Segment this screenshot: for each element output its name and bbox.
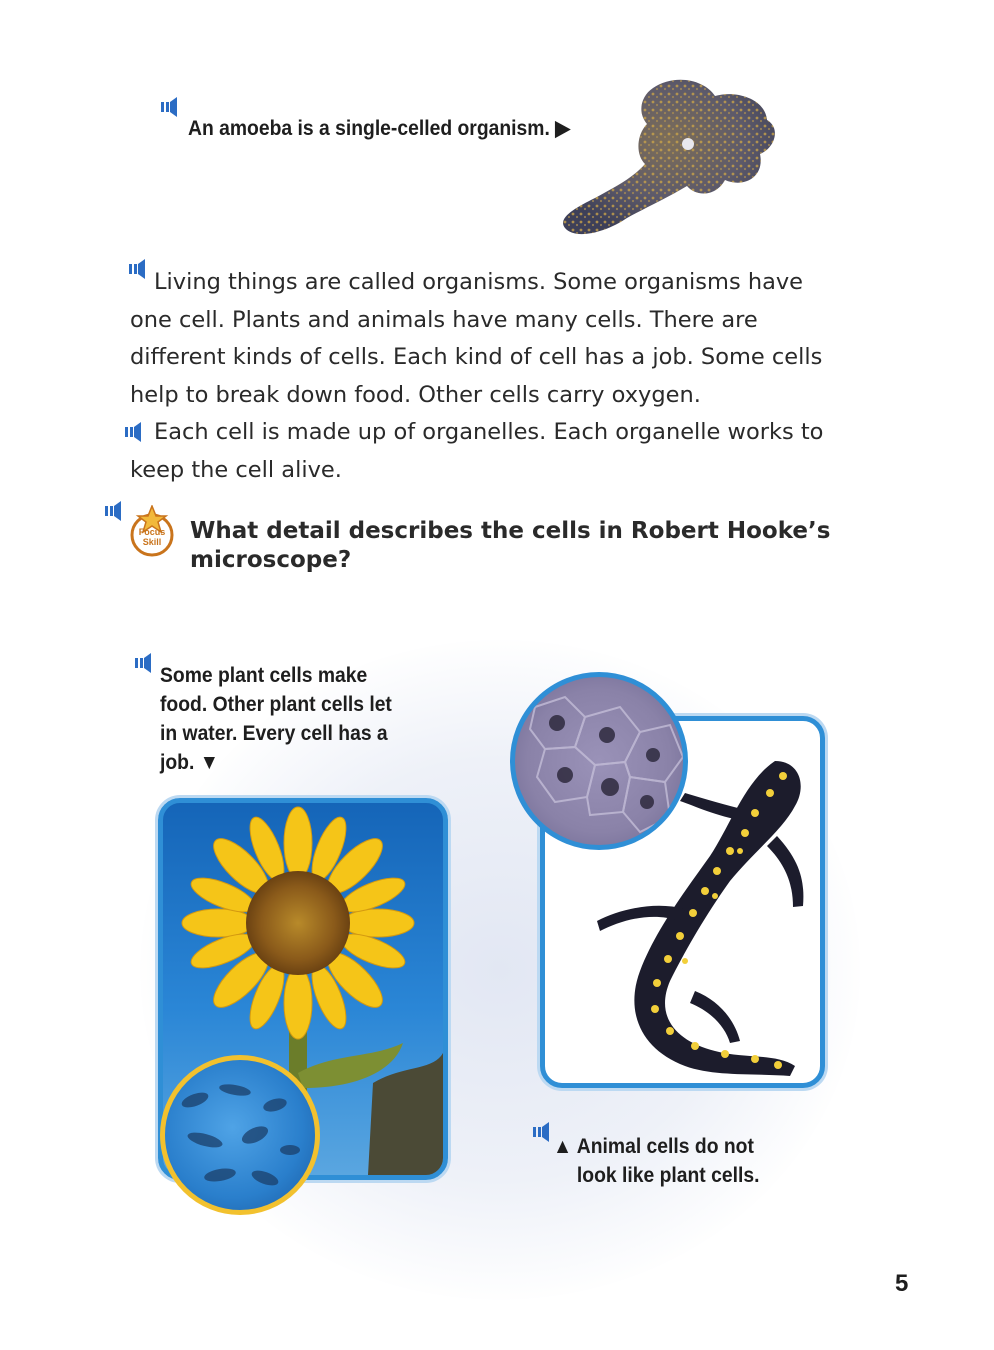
badge-label: Focus xyxy=(138,527,166,537)
speaker-icon[interactable] xyxy=(104,500,126,522)
animal-caption xyxy=(553,1132,759,1190)
caption-line: ▲ Animal cells do not xyxy=(553,1135,754,1158)
animal-cell-magnified xyxy=(510,672,688,850)
paragraph-line: one cell. Plants and animals have many cells. There are xyxy=(130,306,758,333)
paragraph-line: help to break down food. Other cells carry oxygen. xyxy=(130,381,701,408)
caption-line: in water. Every cell has a xyxy=(160,722,388,745)
plant-caption xyxy=(160,661,392,777)
paragraph-organisms xyxy=(130,264,850,414)
plant-cell-magnified xyxy=(160,1055,320,1215)
badge-label: Skill xyxy=(142,537,162,547)
amoeba-caption: An amoeba is a single-celled organism. ▶ xyxy=(188,117,571,140)
caption-line: look like plant cells. xyxy=(576,1164,760,1187)
paragraph-line: Each cell is made up of organelles. Each organelle works to xyxy=(154,419,824,445)
page-number: 5 xyxy=(895,1270,909,1297)
speaker-icon[interactable] xyxy=(134,652,156,674)
question-line: microscope? xyxy=(190,547,352,573)
paragraph-line: keep the cell alive. xyxy=(130,456,342,483)
paragraph-organelles xyxy=(130,414,850,489)
caption-line: Some plant cells make xyxy=(160,664,368,687)
focus-question xyxy=(190,517,850,575)
paragraph-line: different kinds of cells. Each kind of cell has a job. Some cells xyxy=(130,344,823,370)
question-line: What detail describes the cells in Robert Hooke’s xyxy=(190,518,831,544)
caption-line: job. ▼ xyxy=(160,751,219,774)
amoeba-image xyxy=(555,68,785,248)
speaker-icon[interactable] xyxy=(532,1121,554,1143)
paragraph-line: Living things are called organisms. Some organisms have xyxy=(154,269,804,295)
speaker-icon[interactable] xyxy=(160,96,182,118)
focus-skill-badge xyxy=(128,505,176,557)
caption-line: food. Other plant cells let xyxy=(160,693,392,716)
